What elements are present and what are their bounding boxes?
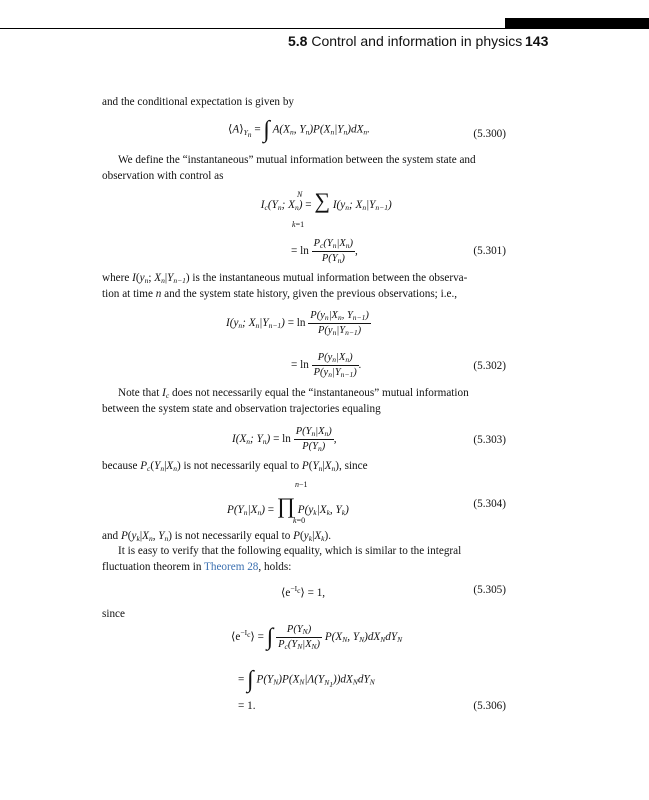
paragraph: and the conditional expectation is given by [102, 96, 295, 108]
section-number: 5.8 [288, 33, 308, 49]
paragraph-line: observation with control as [102, 170, 224, 182]
equation-5-304: n−1 $P(Y_n|X_n)$ = ∏ $P(y_k|X_k$, $Y_k$) k=0 [227, 480, 349, 525]
equation-number: (5.301) [473, 245, 506, 257]
equation-5-300: $⟨A⟩_{Y_n}$ = ∫ $A(X_n$, $Y_n)P(X_n|Y_n)dX_n$. [228, 117, 370, 143]
paragraph-line: Note that $I_c$ does not necessarily equal the “instantaneous” mutual information [118, 387, 469, 400]
equation-5-305: $⟨e^{-I_c}⟩ = 1$, [281, 584, 326, 599]
equation-number: (5.304) [473, 498, 506, 510]
paragraph-line: where $I(y_n$; $X_n|Y_{n-1}$) is the instantaneous mutual information between the observa- [102, 272, 468, 285]
paragraph-line: We define the “instantaneous” mutual information between the system state and [118, 154, 476, 166]
paragraph-line: because $P_c(Y_n|X_n)$ is not necessarily equal to $P(Y_n|X_n)$, since [102, 460, 368, 473]
running-header [288, 33, 522, 49]
equation-5-301-line1: N $I_c(Y_n$; $X_n$) = ∑ $I(y_n$; $X_n|Y_{n-1}$) k=1 [260, 188, 392, 229]
equation-5-302-line2: = ln $\frac{P(y_n|X_n)}{P(y_n|Y_{n-1})}$ . [291, 352, 362, 379]
paragraph-line: tion at time n and the system state history, given the previous observations; i.e., [102, 288, 458, 300]
equation-5-303: $I(X_n$; $Y_n) = \ln$ $\frac{P(Y_n|X_n)}{P(Y_n)}$ , [232, 426, 337, 453]
equation-5-302-line1: $I(y_n$; $X_n|Y_{n-1}) = \ln$ $\frac{P(y_n|X_n, Y_{n-1})}{P(y_n|Y_{n-1})}$ [226, 310, 369, 337]
equation-number: (5.305) [473, 584, 506, 596]
section-title: Control and information in physics [311, 33, 523, 49]
paragraph-line: It is easy to verify that the following equality, which is similar to the integral [118, 545, 462, 557]
equation-5-306-line1: $⟨e^{-I_c}⟩$ = ∫ $\frac{P(Y_N)}{P_c(Y_N|X_N)}$ $P(X_N$, $Y_N)dX_NdY_N$ [231, 624, 403, 651]
equation-number: (5.303) [473, 434, 506, 446]
equation-number: (5.300) [473, 128, 506, 140]
paragraph-line: and $P(y_k|X_n$, $Y_n$) is not necessarily equal to $P(y_k|X_k)$. [102, 530, 332, 543]
equation-5-306-line2: = ∫ $P(Y_N)P(X_N|\Lambda(Y_{N_1}))dX_NdY_N$ [238, 667, 375, 693]
equation-number: (5.302) [473, 360, 506, 372]
page-number: 143 [525, 33, 549, 49]
equation-5-306-line3: = 1. [238, 700, 256, 712]
paragraph-line: since [102, 608, 125, 620]
equation-number: (5.306) [473, 700, 506, 712]
paragraph-line: fluctuation theorem in Theorem 28, holds: [102, 561, 292, 573]
equation-5-301-line2: = ln $\frac{P_c(Y_n|X_n)}{P(Y_n)}$ , [291, 238, 358, 265]
header-rule [0, 28, 649, 29]
paragraph-line: between the system state and observation trajectories equaling [102, 403, 381, 415]
theorem-link[interactable]: Theorem 28 [204, 561, 259, 573]
